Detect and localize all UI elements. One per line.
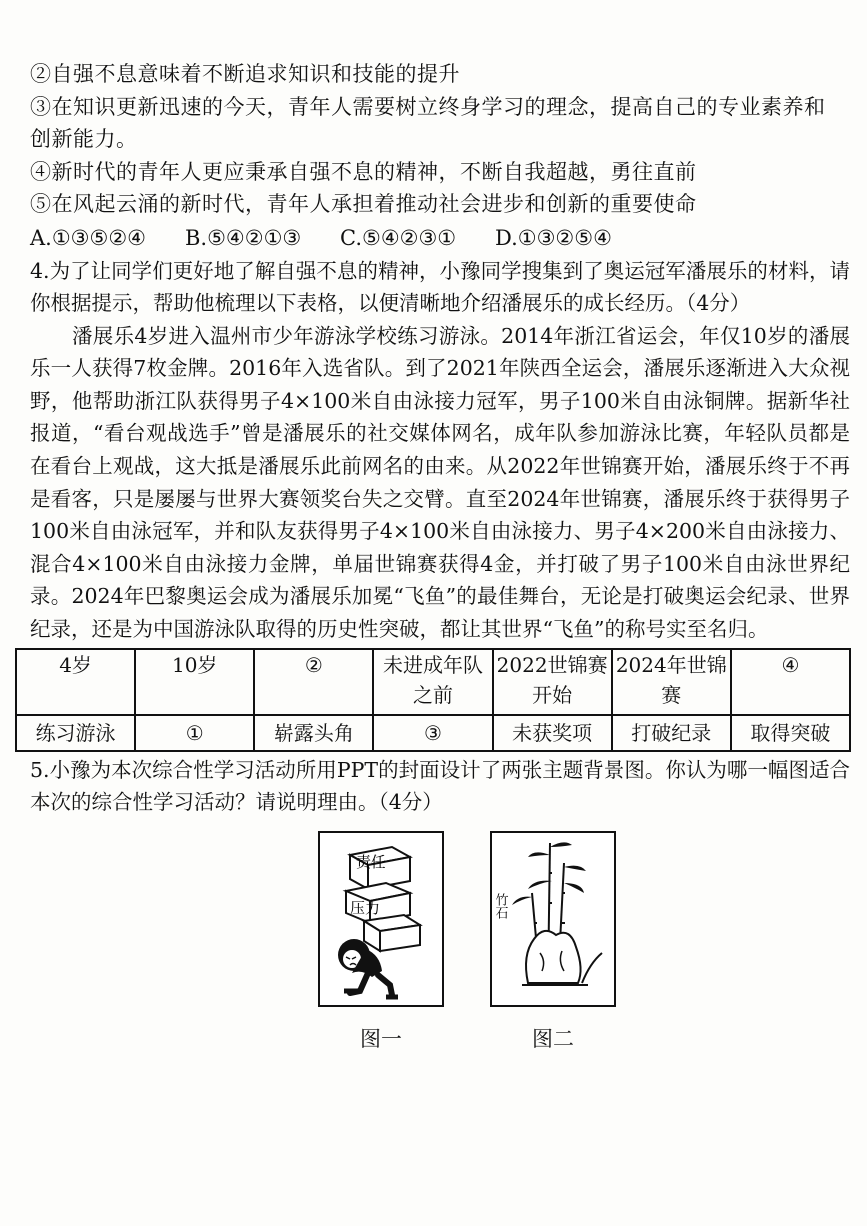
table-cell-blank[interactable]: ① [135,715,254,751]
choice-c[interactable]: C.⑤④②③① [340,225,457,250]
choice-b[interactable]: B.⑤④②①③ [185,225,302,250]
question-4-passage: 潘展乐4岁进入温州市少年游泳学校练习游泳。2014年浙江省运会，年仅10岁的潘展乐一人获得7枚金牌。2016年入选省队。到了2021年陕西全运会，潘展乐逐渐进入大众视野，他帮助浙江队获得男子4×100米自由泳接力冠军，男子100米自由泳铜牌。据新华社报道，“看台观战选手”曾是潘展乐的社交媒体网名，成年队参加游泳比赛，年轻队员都是在看台上观战，这大抵是潘展乐此前网名的由来。从2022年世锦赛开始，潘展乐终于不再是看客，只是屡屡与世界大赛领奖台失之交臂。直至2024年世锦赛，潘展乐终于获得男子100米自由泳冠军，并和队友获得男子4×100米自由泳接力、男子4×200米自由泳接力、混合4×100米自由泳接力金牌，单届世锦赛获得4金，并打破了男子100米自由泳世界纪录。2024年巴黎奥运会成为潘展乐加冕“飞鱼”的最佳舞台，无论是打破奥运会纪录、世界纪录，还是为中国游泳队取得的历史性突破，都让其世界“飞鱼”的称号实至名归。 [30,323,850,642]
table-cell: 未获奖项 [493,715,612,751]
question-5-stem: 5.小豫为本次综合性学习活动所用PPT的封面设计了两张主题背景图。你认为哪一幅图适合本次的综合性学习活动？请说明理由。（4分） [30,757,850,815]
timeline-table [15,648,851,752]
table-cell: 2022世锦赛开始 [493,649,612,715]
figure-2-caption: 图二 [532,1026,574,1051]
table-cell-blank[interactable]: ② [254,649,373,715]
table-cell: 打破纪录 [612,715,731,751]
option-line-3b: 创新能力。 [30,127,138,151]
option-line-5: ⑤在风起云涌的新时代，青年人承担着推动社会进步和创新的重要使命 [30,192,697,216]
table-cell: 未进成年队之前 [373,649,492,715]
table-cell: 4岁 [16,649,135,715]
figure-1-box-label-mid: 压力 [350,898,381,917]
table-cell: 练习游泳 [16,715,135,751]
question-4-stem: 4.为了让同学们更好地了解自强不息的精神，小豫同学搜集到了奥运冠军潘展乐的材料，请你根据提示，帮助他梳理以下表格，以便清晰地介绍潘展乐的成长经历。（4分） [30,258,850,316]
figure-1-caption: 图一 [360,1026,402,1051]
figure-1-box-label-top: 责任 [356,852,387,871]
figure-2 [490,831,616,1053]
choice-d[interactable]: D.①③②⑤④ [495,225,612,250]
timeline-event-row [16,715,850,751]
table-cell: 2024年世锦赛 [612,649,731,715]
figure-2-text: 竹石 [492,892,508,919]
table-cell: 崭露头角 [254,715,373,751]
answer-choices [30,221,850,255]
table-cell: 10岁 [135,649,254,715]
exam-page [30,58,850,1081]
table-cell: 取得突破 [731,715,850,751]
table-cell-blank[interactable]: ④ [731,649,850,715]
choice-a[interactable]: A.①③⑤②④ [30,225,146,250]
figure-1-image [318,831,444,1007]
figure-1 [318,831,444,1053]
figures-area [30,831,850,1081]
option-line-2: ②自强不息意味着不断追求知识和技能的提升 [30,62,460,86]
figure-2-image [490,831,616,1007]
table-cell-blank[interactable]: ③ [373,715,492,751]
option-line-4: ④新时代的青年人更应秉承自强不息的精神，不断自我超越，勇往直前 [30,159,697,184]
option-line-3a: ③在知识更新迅速的今天，青年人需要树立终身学习的理念，提高自己的专业素养和 [30,94,826,119]
timeline-header-row [16,649,850,715]
